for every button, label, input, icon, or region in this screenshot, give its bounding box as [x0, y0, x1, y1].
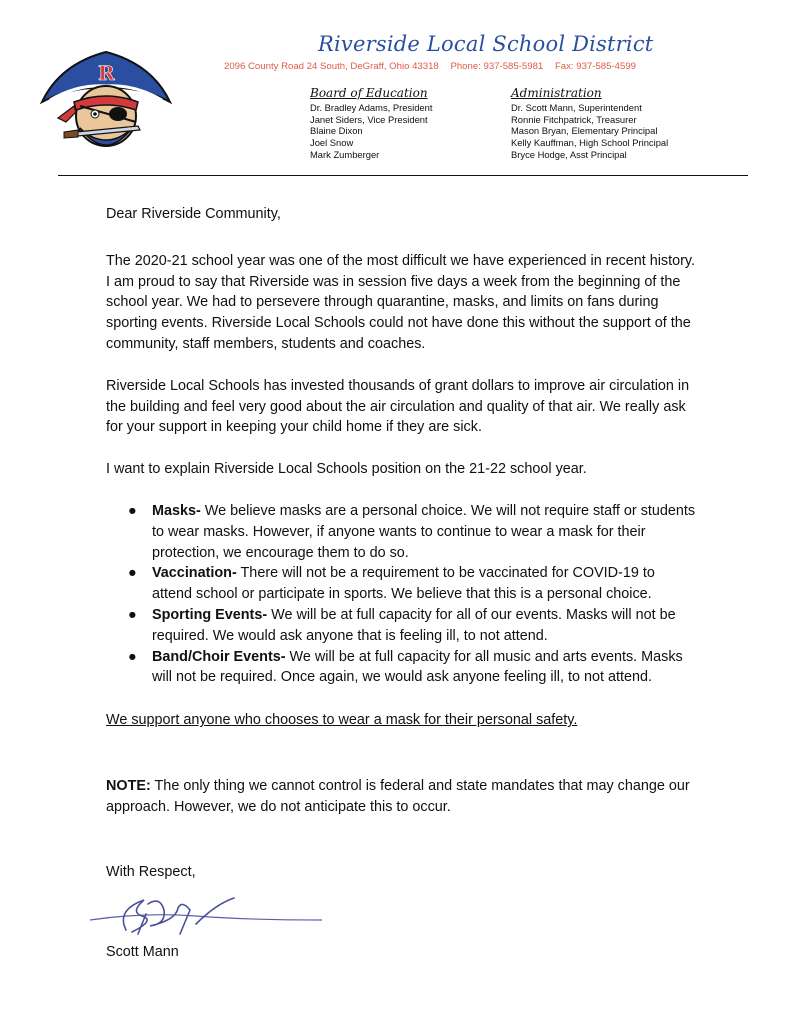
salutation: Dear Riverside Community, [106, 206, 281, 222]
paragraph: I want to explain Riverside Local Schools position on the 21-22 school year. [106, 461, 587, 478]
administration-heading: Administration [511, 86, 602, 100]
district-name: Riverside Local School District [318, 32, 654, 56]
board-member: Blaine Dixon [310, 125, 363, 137]
board-of-education [310, 88, 432, 161]
letter-body [106, 204, 696, 882]
administrator: Ronnie Fitchpatrick, Treasurer [511, 113, 637, 125]
support-statement: We support anyone who chooses to wear a mask for their personal safety. [106, 712, 578, 729]
pirate-mascot-icon [40, 44, 172, 166]
list-item-text: We will be at full capacity for all of our events. Masks will not be required. We would ask anyone that is feeling ill, to not attend. [152, 606, 676, 644]
list-item-text: We believe masks are a personal choice. We will not require staff or students to wear masks. However, if anyone wants to continue to wear a mask for their protection, we encourage them to do so. [152, 502, 696, 561]
board-member: Janet Siders, Vice President [310, 113, 428, 125]
board-member: Joel Snow [310, 137, 354, 149]
district-contact-line [224, 61, 645, 72]
svg-text:R: R [98, 61, 115, 85]
administrator: Kelly Kauffman, High School Principal [511, 137, 669, 149]
handwritten-signature-icon [86, 890, 326, 938]
list-item-title: Masks- [152, 502, 201, 519]
board-heading: Board of Education [310, 86, 428, 100]
note [106, 776, 696, 818]
list-item [128, 563, 696, 605]
list-item-title: Vaccination- [152, 565, 237, 582]
paragraph: The 2020-21 school year was one of the most difficult we have experienced in recent history. I am proud to say that Riverside was in session five days a week from the beginning of the school year. We had to persevere through quarantine, masks, and limits on fans during sporting events. Riverside Local Schools could not have done this without the support of the community, staff members, students and coaches. [106, 252, 696, 352]
administrator: Mason Bryan, Elementary Principal [511, 125, 658, 137]
letterhead-divider [58, 175, 748, 176]
list-item [128, 647, 696, 689]
paragraph: Riverside Local Schools has invested thousands of grant dollars to improve air circulation in the building and feel very good about the air circulation and quality of that air. We really ask for your support in keeping your child home if they are sick. [106, 377, 690, 436]
administrator: Bryce Hodge, Asst Principal [511, 148, 627, 160]
board-member: Dr. Bradley Adams, President [310, 101, 433, 113]
note-text: The only thing we cannot control is federal and state mandates that may change our approach. However, we do not anticipate this to occur. [106, 777, 690, 815]
signer-name: Scott Mann [106, 944, 179, 960]
list-item-title: Band/Choir Events- [152, 648, 286, 665]
bullet-icon: ● [128, 606, 137, 623]
position-list [106, 501, 696, 688]
list-item-text: There will not be a requirement to be vaccinated for COVID-19 to attend school or participate in sports. We believe that this is a personal choice. [152, 565, 655, 603]
note-label: NOTE: [106, 777, 151, 794]
district-fax: Fax: 937-585-4599 [554, 61, 637, 72]
list-item [128, 501, 696, 563]
district-phone: Phone: 937-585-5981 [450, 61, 544, 72]
bullet-icon: ● [128, 565, 137, 582]
bullet-icon: ● [128, 502, 137, 519]
closing: With Respect, [106, 863, 196, 880]
administrator: Dr. Scott Mann, Superintendent [511, 101, 642, 113]
list-item-text: We will be at full capacity for all music and arts events. Masks will not be required. Once again, we would ask anyone feeling ill, to not attend. [152, 648, 683, 686]
district-address: 2096 County Road 24 South, DeGraff, Ohio 43318 [224, 61, 439, 72]
list-item [128, 605, 696, 647]
board-member: Mark Zumberger [310, 148, 380, 160]
administration [511, 88, 668, 161]
bullet-icon: ● [128, 648, 137, 665]
list-item-title: Sporting Events- [152, 606, 268, 623]
